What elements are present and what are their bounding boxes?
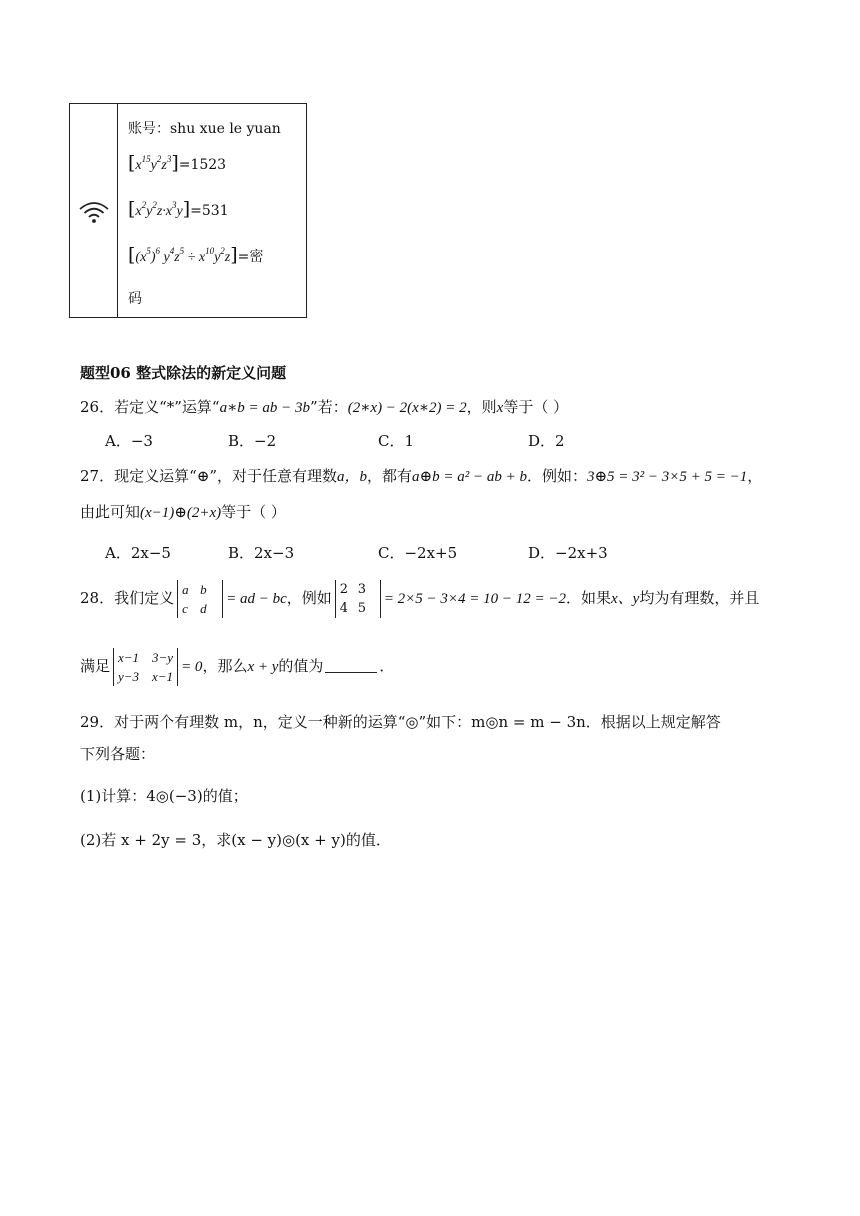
q27-example: 3⊕5 = 3² − 3×5 + 5 = −1 <box>586 469 748 485</box>
q27-option-c: C．−2x+5 <box>378 544 458 562</box>
q27-option-a: A．2x−5 <box>105 544 171 562</box>
section-title: 题型06 整式除法的新定义问题 <box>80 364 287 382</box>
wifi-equation-3-tail: 码 <box>128 291 142 307</box>
wifi-equation-3: [$(x^5)^6$ $y^4z^5 \div x^{10}y^2z]=$密 <box>128 244 264 266</box>
q28-condition-rhs: = 0 <box>181 659 203 675</box>
q28-text-end: ． <box>379 657 395 675</box>
q27-option-b: B．2x−3 <box>228 544 295 562</box>
q27-text-b: ，都有 <box>367 467 413 485</box>
q27-expression: (x−1)⊕(2+x) <box>140 505 222 521</box>
answer-blank[interactable] <box>325 672 377 673</box>
question-27-line-1 <box>80 465 762 486</box>
q26-text-b: ”若： <box>310 398 348 416</box>
q28-text-a: 28．我们定义 <box>80 589 175 607</box>
determinant-condition: x−1 3−y y−3 x−1 <box>113 648 178 686</box>
q28-example-rhs: = 2×5 − 3×4 = 10 − 12 = −2 <box>383 591 566 607</box>
q27-text-2b: 等于（ ） <box>221 503 286 521</box>
question-29-part-1: (1)计算：4◎(−3)的值； <box>80 787 248 805</box>
wifi-equation-1: $[x^{15}y^2z^3]=1523$ <box>128 152 227 174</box>
q27-text-a: 27．现定义运算“⊕”，对于任意有理数 <box>80 467 337 485</box>
q28-text-c: ，例如 <box>286 589 332 607</box>
q26-text-a: 26．若定义“*”运算“ <box>80 398 220 416</box>
q26-definition: a∗b = ab − 3b <box>219 400 311 416</box>
q28-expression: x + y <box>247 659 279 675</box>
q26-option-a: A．−3 <box>105 432 153 450</box>
q28-definition-rhs: = ad − bc <box>226 591 287 607</box>
q27-text-end: ， <box>747 467 763 485</box>
q26-option-b: B．−2 <box>228 432 277 450</box>
q27-option-d: D．−2x+3 <box>528 544 608 562</box>
eq1-rhs: =1523 <box>178 157 227 173</box>
q28-vars: x、y <box>611 591 640 607</box>
question-29-line-1: 29．对于两个有理数 m，n，定义一种新的运算“◎”如下：m◎n = m − 3n．根据以上规定解答 <box>80 713 721 731</box>
wifi-equation-2: $[x^2y^2z\cdot x^3y]=531$ <box>128 198 229 220</box>
question-27-line-2 <box>80 501 286 522</box>
q27-text-2a: 由此可知 <box>80 503 141 521</box>
q28-text-g: 均为有理数，并且 <box>639 589 760 607</box>
q28-text-2a: 满足 <box>80 657 111 675</box>
q26-text-c: ，则 <box>466 398 497 416</box>
q26-text-d: 等于（ ） <box>503 398 569 416</box>
question-28-line-1 <box>80 580 759 618</box>
question-28-line-2 <box>80 648 394 686</box>
q27-vars: a，b <box>337 469 368 485</box>
q26-variable: x <box>496 400 504 416</box>
q28-text-2d: 的值为 <box>278 657 324 675</box>
box-divider <box>117 104 118 317</box>
wifi-password-box <box>69 103 307 318</box>
eq3-rhs: =密 <box>237 249 264 265</box>
wifi-icon <box>78 200 110 224</box>
question-26-stem <box>80 396 568 417</box>
q28-text-2c: ，那么 <box>202 657 248 675</box>
wifi-account: 账号：shu xue le yuan <box>128 121 281 137</box>
q26-equation: (2∗x) − 2(x∗2) = 2 <box>347 400 467 416</box>
determinant-definition: a b c d <box>177 580 223 618</box>
q27-definition: a⊕b = a² − ab + b <box>412 469 527 485</box>
question-29-part-2: (2)若 x + 2y = 3，求(x − y)◎(x + y)的值． <box>80 831 391 849</box>
q27-text-c: ．例如： <box>526 467 587 485</box>
q28-text-e: ．如果 <box>566 589 612 607</box>
q26-option-d: D．2 <box>528 432 565 450</box>
eq2-rhs: =531 <box>190 203 229 219</box>
question-29-line-2: 下列各题： <box>80 745 156 763</box>
q26-option-c: C．1 <box>378 432 415 450</box>
determinant-example: 2 3 4 5 <box>335 580 381 618</box>
